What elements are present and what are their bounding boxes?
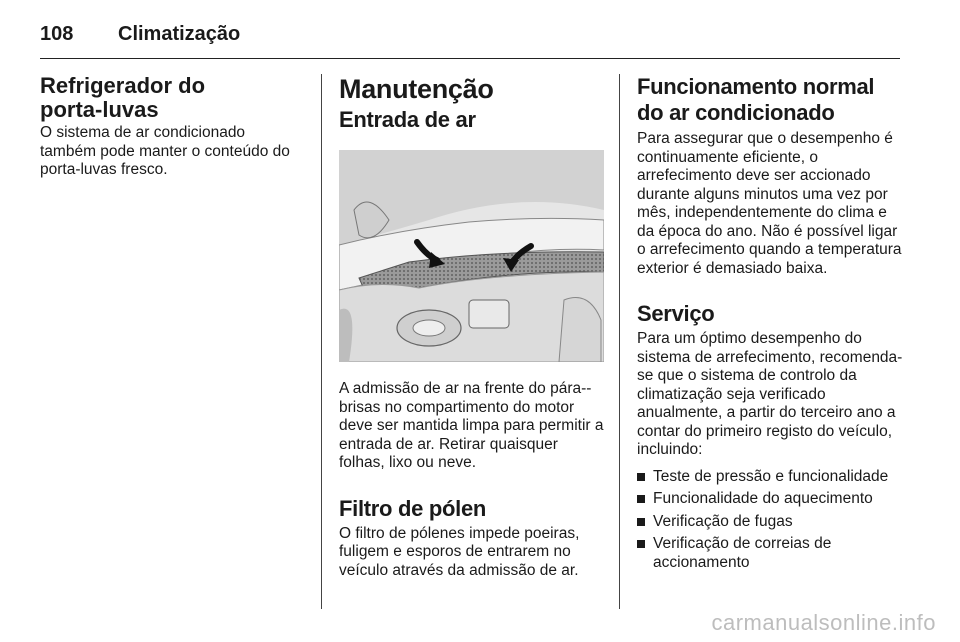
list-item: Verificação de correias de accionamento [637, 535, 905, 572]
bullet-icon [637, 540, 645, 548]
air-intake-illustration [339, 150, 604, 362]
chapter-title: Climatização [118, 22, 241, 45]
glovebox-body: O sistema de ar condicionado também pode manter o conteúdo do porta-luvas fresco. [40, 124, 290, 178]
column-glovebox [40, 74, 305, 180]
air-intake-heading: Entrada de ar [339, 107, 476, 132]
engine-bay-drawing [339, 150, 604, 362]
column-ac [637, 74, 905, 576]
ac-normal-body: Para assegurar que o desempenho é continuamente eficiente, o arrefecimento deve ser accionado durante alguns minutos uma vez por mês, independentemente do clima e da época do ano. Não é possível ligar o arrefecimento quando a temperatura exterior é demasiado baixa. [637, 130, 902, 277]
bullet-icon [637, 518, 645, 526]
page-number: 108 [40, 22, 74, 45]
glovebox-heading: Refrigerador do porta-luvas [40, 73, 206, 122]
list-item: Teste de pressão e funcionalidade [637, 468, 905, 487]
column-maintenance [339, 74, 604, 580]
watermark: carmanualsonline.info [711, 610, 936, 635]
header-rule [40, 58, 900, 59]
bullet-icon [637, 473, 645, 481]
pollen-filter-heading: Filtro de pólen [339, 495, 487, 521]
page-header [40, 16, 240, 52]
bullet-icon [637, 495, 645, 503]
service-checklist [637, 468, 905, 573]
air-intake-body: A admissão de ar na frente do pára--brisas no compartimento do motor deve ser mantida limpa para permitir a entrada de ar. Retirar quaisquer folhas, lixo ou neve. [339, 380, 604, 471]
ac-normal-heading: Funcionamento normal do ar condicionado [637, 74, 875, 125]
service-heading: Serviço [637, 301, 715, 326]
column-divider-2 [619, 74, 620, 609]
service-body: Para um óptimo desempenho do sistema de arrefecimento, recomenda-se que o sistema de controlo da climatização seja verificado anualmente, a partir do terceiro ano a contar do primeiro registo do veículo, incluindo: [637, 330, 903, 458]
column-divider-1 [321, 74, 322, 609]
maintenance-title: Manutenção [339, 74, 494, 104]
list-item: Verificação de fugas [637, 513, 905, 532]
pollen-filter-body: O filtro de pólenes impede poeiras, fuligem e esporos de entrarem no veículo através da admissão de ar. [339, 524, 580, 579]
list-item: Funcionalidade do aquecimento [637, 490, 905, 509]
